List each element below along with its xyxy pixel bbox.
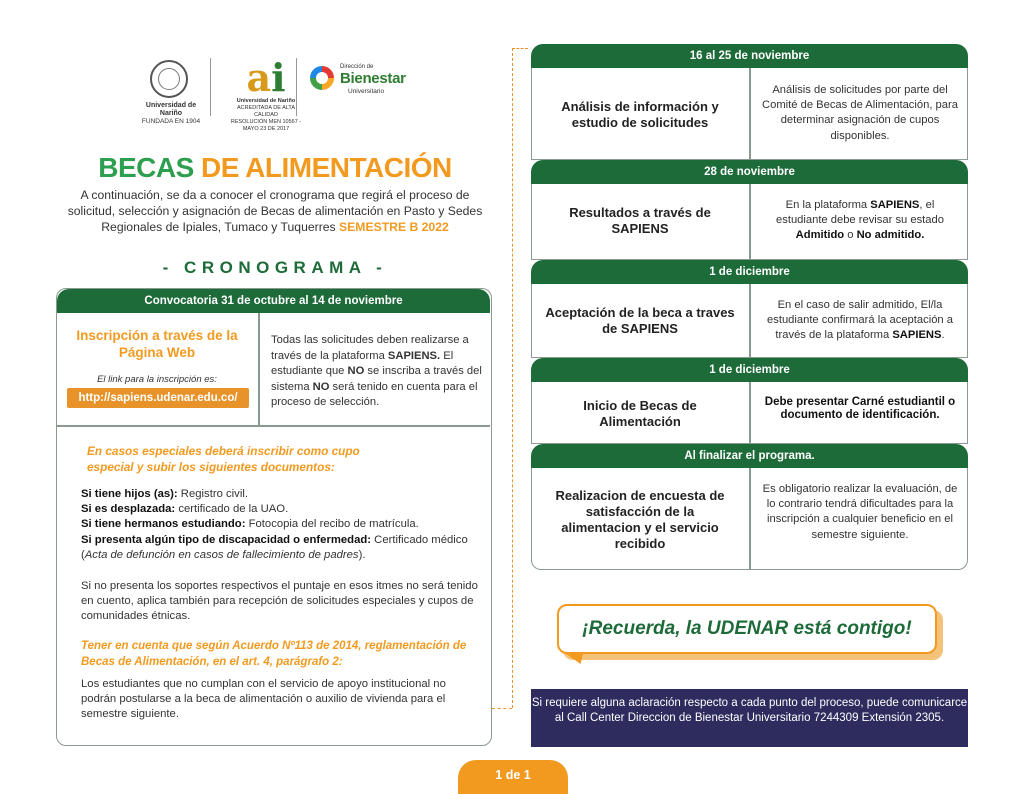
schedule-date: Al finalizar el programa. [531,444,968,468]
divider [258,313,260,425]
list-item: Si tiene hermanos estudiando: Fotocopia del recibo de matrícula. [81,518,419,531]
divider [749,184,751,260]
list-item: Si tiene hijos (as): Registro civil. [81,488,248,500]
semester-label: SEMESTRE B 2022 [339,220,449,234]
timeline-connector [492,708,512,709]
schedule-description: Análisis de solicitudes por parte del Comité de Becas de Alimentación, para determinar asignación de cupos disponibles. [762,84,958,142]
schedule-title: Análisis de información y estudio de solicitudes [561,99,719,130]
divider [749,382,751,444]
estudiantes-note: Los estudiantes que no cumplan con el servicio de apoyo institucional no podrán postularse a la beca de alimentación o auxilio de vivienda para el semestre siguiente. [81,678,446,721]
no-presenta-note: Si no presenta los soportes respectivos el puntaje en esos itmes no será tenido en cuento, aplica también para recepción de solicitudes especiales y cupos de comunidades étnicas. [81,580,478,623]
accreditation-logo: ai Universidad de Nariño ACREDITADA DE ALTA CALIDAD RESOLUCIÓN MEN 10567 - MAYO 23 DE 2017 [230,55,302,132]
schedule-date: 1 de diciembre [531,260,968,284]
intro-text: A continuación, se da a conocer el cronograma que regirá el proceso de solicitud, selección y asignación de Becas de alimentación en Pasto y Sedes Regionales de Ipiales, Tumaco y Tuquerres SEMESTRE B 2022 [67,188,483,234]
recuerda-banner [557,604,937,654]
divider [749,468,751,570]
timeline-connector [512,48,513,708]
inscripcion-title: Inscripción a través de la Página Web [76,328,238,360]
recuerda-text: ¡Recuerda, la UDENAR está contigo! [582,618,912,639]
divider [749,284,751,358]
list-item: Si presenta algún tipo de discapacidad o enfermedad: Certificado médico (Acta de defunción en casos de fallecimiento de padres). [81,533,468,561]
convocatoria-card [56,288,492,746]
requirements-list [81,487,481,563]
convocatoria-header: Convocatoria 31 de octubre al 14 de noviembre [57,289,490,313]
timeline-connector [512,48,528,49]
university-seal-logo [138,58,198,104]
schedule-date: 16 al 25 de noviembre [531,44,968,68]
university-name: Universidad de Nariño FUNDADA EN 1904 [141,102,201,125]
schedule-date: 28 de noviembre [531,160,968,184]
cronograma-heading: - CRONOGRAMA - [162,258,388,277]
logo-row: Universidad de Nariño FUNDADA EN 1904 ai Universidad de Nariño ACREDITADA DE ALTA CALIDAD RESOLUCIÓN MEN 10567 - MAYO 23 DE 2017 Dirección de Bienestar Universitario [138,58,408,120]
schedule-title: Resultados a través de SAPIENS [569,205,711,236]
schedule-description: Debe presentar Carné estudiantil o documento de identificación. [764,396,956,421]
schedule-description: Es obligatorio realizar la evaluación, de lo contrario tendrá dificultades para la inscripción a cualquier beneficio en el semestre siguiente. [762,483,958,541]
schedule-title: Aceptación de la beca a traves de SAPIENS [545,305,735,336]
schedule-card [531,44,968,570]
schedule-title: Realizacion de encuesta de satisfacción de la alimentacion y el servicio recibido [555,488,725,551]
logo-divider [296,58,297,116]
link-label: El link para la inscripción es: [97,374,217,385]
list-item: Si es desplazada: certificado de la UAO. [81,503,289,516]
schedule-description: En la plataforma SAPIENS, el estudiante debe revisar su estado Admitido o No admitido. [776,199,944,242]
page-title: BECAS DE ALIMENTACIÓN [98,152,452,183]
page-indicator: 1 de 1 [458,760,568,794]
schedule-title: Inicio de Becas de Alimentación [583,398,697,429]
inscripcion-description: Todas las solicitudes deben realizarse a través de la plataforma SAPIENS. El estudiante que NO se inscriba a través del sistema NO será tenido en cuenta para el proceso de selección. [271,334,482,408]
inscripcion-link[interactable]: http://sapiens.udenar.edu.co/ [67,388,249,408]
info-box: Si requiere alguna aclaración respecto a cada punto del proceso, puede comunicarce al Call Center Direccion de Bienestar Universitario 7244309 Extensión 2305. [531,689,968,747]
casos-especiales-heading: En casos especiales deberá inscribir como cupo especial y subir los siguientes documentos: [87,444,360,474]
schedule-date: 1 de diciembre [531,358,968,382]
schedule-description: En el caso de salir admitido, El/la estudiante confirmará la aceptación a través de la plataforma SAPIENS. [767,299,953,342]
logo-divider [210,58,211,116]
acuerdo-note: Tener en cuenta que según Acuerdo Nº113 de 2014, reglamentación de Becas de Alimentación, en el art. 4, parágrafo 2: [81,640,467,668]
divider [57,425,490,427]
bienestar-ring-icon [310,66,334,90]
divider [749,68,751,160]
